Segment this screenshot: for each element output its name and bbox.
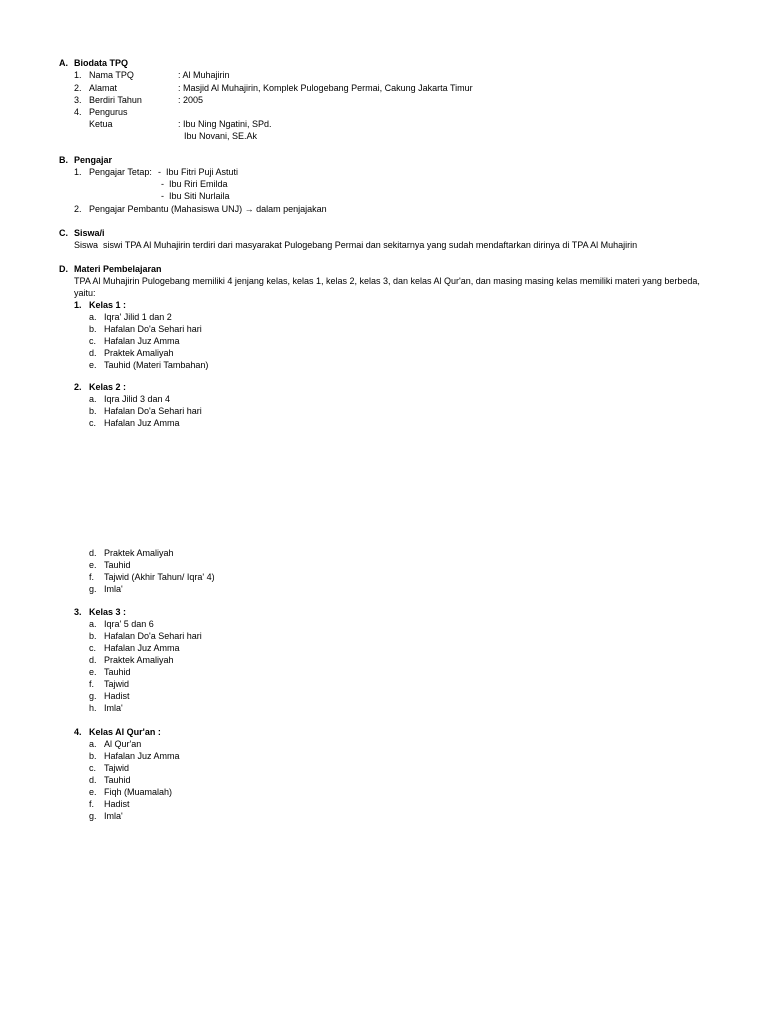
kelas-num: 3.: [74, 607, 82, 617]
kelas-2-list-bottom: [89, 547, 215, 595]
ketua-value: Ibu Novani, SE.Ak: [184, 131, 258, 141]
list-item: [89, 547, 215, 559]
biodata-label: Nama TPQ: [89, 70, 134, 80]
item-letter: e.: [89, 360, 97, 370]
list-item: [89, 654, 202, 666]
item-letter: f.: [89, 679, 95, 689]
kelas-1-list: [89, 311, 208, 371]
list-item: [89, 774, 180, 786]
intro-part: TPA Al Muhajirin Pulogebang: [74, 276, 193, 286]
kelas-2-title: Kelas 2 :: [89, 382, 127, 392]
item-text: Praktek Amaliyah: [104, 548, 174, 558]
item-letter: b.: [89, 751, 97, 761]
item-text: Hafalan Do'a Sehari hari: [104, 631, 202, 641]
list-item: [89, 702, 202, 714]
list-item: [89, 738, 180, 750]
section-d-letter: D.: [59, 264, 68, 274]
item-text: Hafalan Do'a Sehari hari: [104, 406, 202, 416]
list-item: [89, 642, 202, 654]
intro-part: liki materi yang berbeda,: [601, 276, 700, 286]
teacher-name: - Ibu Siti Nurlaila: [161, 191, 230, 201]
item-text: Tajwid: [104, 763, 130, 773]
list-item: [89, 690, 202, 702]
kelas-2-list-top: [89, 393, 202, 429]
item-letter: d.: [89, 655, 97, 665]
item-text: Imla': [104, 703, 123, 713]
item-letter: g.: [89, 691, 97, 701]
section-c-title: Siswa/i: [74, 228, 105, 238]
intro-part: memiliki 4 jenjang kelas, kelas 1, kelas 2, kelas 3, dan kelas Al Qur'an, dan masing masing kelas memi: [192, 276, 602, 286]
item-text: Hafalan Juz Amma: [104, 643, 180, 653]
item-letter: d.: [89, 548, 97, 558]
item-text: Hadist: [104, 691, 130, 701]
item-text: Fiqh (Muamalah): [104, 787, 173, 797]
item-letter: e.: [89, 667, 97, 677]
kelas-num: 4.: [74, 727, 82, 737]
kelas-3-title: Kelas 3 :: [89, 607, 127, 617]
pengajar-tetap-label: Pengajar Tetap:: [89, 167, 152, 177]
biodata-label: Pengurus: [89, 107, 128, 117]
pengajar-num: 2.: [74, 204, 82, 214]
list-item: [89, 323, 208, 335]
item-text: Imla': [104, 584, 123, 594]
biodata-value: : Masjid Al Muhajirin, Komplek Pulogebang Permai, Cakung Jakarta Timur: [178, 83, 473, 93]
materi-intro: [74, 275, 700, 287]
list-item: [89, 630, 202, 642]
biodata-value: : Al Muhajirin: [178, 70, 230, 80]
intro-yaitu: yaitu:: [74, 288, 96, 298]
item-text: Tauhid: [104, 560, 131, 570]
item-text: Iqra' 5 dan 6: [104, 619, 154, 629]
ketua-value: : Ibu Ning Ngatini, SPd.: [178, 119, 272, 129]
biodata-num: 2.: [74, 83, 82, 93]
item-letter: b.: [89, 324, 97, 334]
list-item: [89, 750, 180, 762]
pengajar-num: 1.: [74, 167, 82, 177]
item-letter: g.: [89, 811, 97, 821]
item-text: Tauhid: [104, 775, 131, 785]
siswa-text: Siswa siswi TPA Al Muhajirin terdiri dari masyarakat Pulogebang Permai dan sekitarnya yang sudah mendaftarkan dirinya di TPA Al Muhajirin: [74, 240, 638, 250]
item-letter: e.: [89, 560, 97, 570]
item-text: Imla': [104, 811, 123, 821]
kelas-1-title: Kelas 1 :: [89, 300, 127, 310]
item-text: Hafalan Juz Amma: [104, 418, 180, 428]
biodata-num: 4.: [74, 107, 82, 117]
item-text: Tajwid: [104, 679, 130, 689]
item-text: Tajwid (Akhir Tahun/ Iqra' 4): [104, 572, 215, 582]
biodata-label: Alamat: [89, 83, 118, 93]
kelas-alquran-list: [89, 738, 180, 822]
section-a-letter: A.: [59, 58, 68, 68]
kelas-3-list: [89, 618, 202, 714]
list-item: [89, 335, 208, 347]
ketua-label: Ketua: [89, 119, 113, 129]
biodata-num: 3.: [74, 95, 82, 105]
section-a-title: Biodata TPQ: [74, 58, 129, 68]
list-item: [89, 583, 215, 595]
list-item: [89, 347, 208, 359]
item-letter: a.: [89, 312, 97, 322]
item-text: Praktek Amaliyah: [104, 655, 174, 665]
kelas-alquran-title: Kelas Al Qur'an :: [89, 727, 161, 737]
item-text: Iqra' Jilid 1 dan 2: [104, 312, 172, 322]
item-letter: h.: [89, 703, 97, 713]
item-letter: d.: [89, 775, 97, 785]
item-letter: c.: [89, 763, 97, 773]
list-item: [89, 359, 208, 371]
list-item: [89, 762, 180, 774]
list-item: [89, 393, 202, 405]
biodata-num: 1.: [74, 70, 82, 80]
item-text: Hafalan Juz Amma: [104, 336, 180, 346]
item-letter: f.: [89, 799, 95, 809]
biodata-label: Berdiri Tahun: [89, 95, 142, 105]
item-letter: a.: [89, 619, 97, 629]
section-b-letter: B.: [59, 155, 68, 165]
section-b-title: Pengajar: [74, 155, 113, 165]
item-text: Iqra Jilid 3 dan 4: [104, 394, 171, 404]
kelas-num: 1.: [74, 300, 82, 310]
item-text: Praktek Amaliyah: [104, 348, 174, 358]
item-letter: b.: [89, 631, 97, 641]
list-item: [89, 311, 208, 323]
list-item: [89, 618, 202, 630]
item-text: Hafalan Juz Amma: [104, 751, 180, 761]
item-letter: f.: [89, 572, 95, 582]
list-item: [89, 417, 202, 429]
biodata-value: : 2005: [178, 95, 204, 105]
item-letter: b.: [89, 406, 97, 416]
item-text: Tauhid (Materi Tambahan): [104, 360, 209, 370]
item-letter: c.: [89, 418, 97, 428]
list-item: [89, 559, 215, 571]
item-text: Hafalan Do'a Sehari hari: [104, 324, 202, 334]
item-text: Hadist: [104, 799, 130, 809]
pengajar-pembantu-text: Pengajar Pembantu (Mahasiswa UNJ) → dalam penjajakan: [89, 204, 327, 214]
list-item: [89, 798, 180, 810]
list-item: [89, 666, 202, 678]
list-item: [89, 678, 202, 690]
kelas-num: 2.: [74, 382, 82, 392]
item-letter: c.: [89, 336, 97, 346]
item-text: Al Qur'an: [104, 739, 142, 749]
list-item: [89, 810, 180, 822]
teacher-name: - Ibu Riri Emilda: [161, 179, 228, 189]
item-letter: c.: [89, 643, 97, 653]
list-item: [89, 571, 215, 583]
section-c-letter: C.: [59, 228, 68, 238]
item-letter: g.: [89, 584, 97, 594]
item-letter: a.: [89, 739, 97, 749]
list-item: [89, 405, 202, 417]
item-letter: a.: [89, 394, 97, 404]
list-item: [89, 786, 180, 798]
section-d-title: Materi Pembelajaran: [74, 264, 162, 274]
item-letter: e.: [89, 787, 97, 797]
item-letter: d.: [89, 348, 97, 358]
teacher-name: - Ibu Fitri Puji Astuti: [158, 167, 239, 177]
item-text: Tauhid: [104, 667, 131, 677]
